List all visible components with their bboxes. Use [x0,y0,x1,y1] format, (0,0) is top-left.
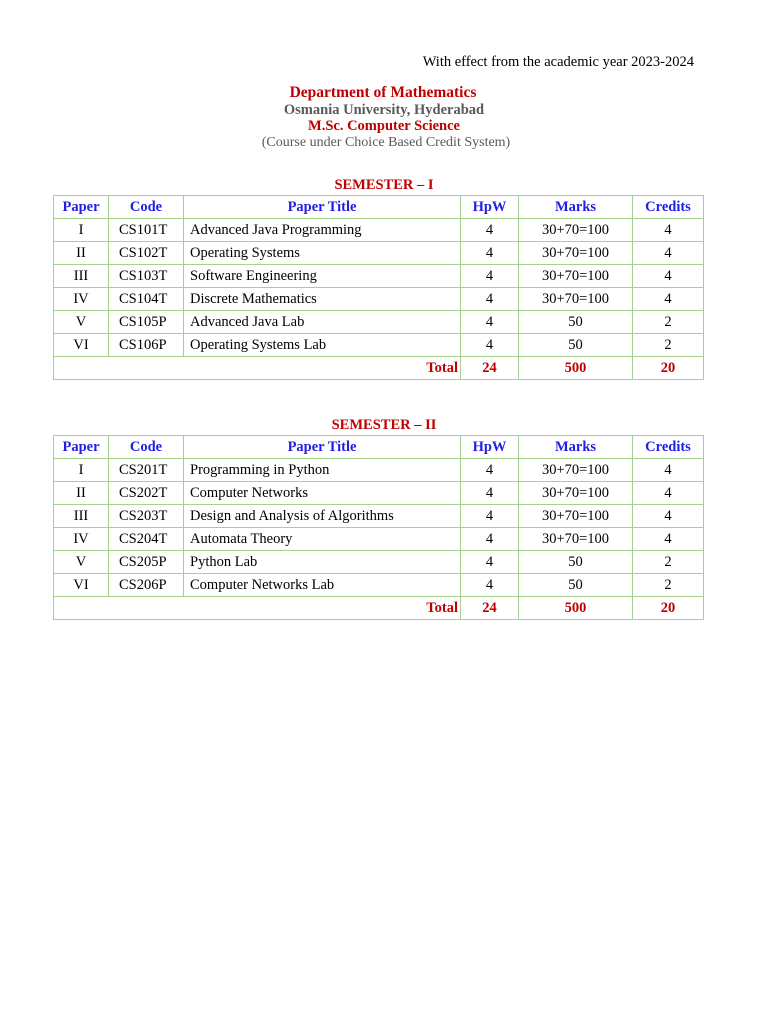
cell-marks: 30+70=100 [519,288,633,311]
table-header-row [54,196,704,219]
cell-credits: 4 [633,219,704,242]
table-row [54,265,704,288]
cell-hpw: 4 [461,242,519,265]
cell-paper: IV [54,288,109,311]
header-hpw: HpW [461,196,519,219]
cell-marks: 30+70=100 [519,242,633,265]
table-header-row [54,436,704,459]
cell-marks: 50 [519,334,633,357]
cell-paper: III [54,265,109,288]
cell-paper: II [54,242,109,265]
cell-code: CS204T [109,528,184,551]
table-row [54,219,704,242]
cell-credits: 4 [633,265,704,288]
header-paper: Paper [54,196,109,219]
cell-credits: 4 [633,505,704,528]
cell-credits: 4 [633,482,704,505]
cell-title: Computer Networks [184,482,461,505]
header-code: Code [109,436,184,459]
cell-title: Operating Systems Lab [184,334,461,357]
header-paper-title: Paper Title [184,196,461,219]
cell-code: CS203T [109,505,184,528]
program-name: M.Sc. Computer Science [308,118,460,134]
cell-credits: 2 [633,334,704,357]
cell-title: Discrete Mathematics [184,288,461,311]
cell-paper: V [54,311,109,334]
cell-credits: 2 [633,311,704,334]
cell-marks: 30+70=100 [519,265,633,288]
cell-credits: 2 [633,551,704,574]
semester-title: SEMESTER – I [334,177,434,193]
cell-title: Python Lab [184,551,461,574]
department-name: Department of Mathematics [289,84,477,101]
total-hpw: 24 [461,597,519,620]
cell-marks: 30+70=100 [519,505,633,528]
table-row [54,551,704,574]
cell-marks: 30+70=100 [519,219,633,242]
cell-title: Programming in Python [184,459,461,482]
header-credits: Credits [633,196,704,219]
table-row [54,334,704,357]
total-credits: 20 [633,597,704,620]
total-label: Total [54,597,461,620]
cell-title: Computer Networks Lab [184,574,461,597]
cell-code: CS101T [109,219,184,242]
table-row [54,528,704,551]
cell-credits: 4 [633,528,704,551]
total-label: Total [54,357,461,380]
table-row [54,482,704,505]
cell-credits: 2 [633,574,704,597]
cell-paper: VI [54,334,109,357]
cell-code: CS202T [109,482,184,505]
cell-hpw: 4 [461,574,519,597]
semester-1-table [53,195,704,380]
table-row [54,242,704,265]
cell-hpw: 4 [461,288,519,311]
document-header [0,84,768,150]
cell-title: Software Engineering [184,265,461,288]
cell-marks: 50 [519,311,633,334]
header-hpw: HpW [461,436,519,459]
total-row [54,357,704,380]
cell-hpw: 4 [461,551,519,574]
university-name: Osmania University, Hyderabad [283,102,485,118]
cell-hpw: 4 [461,334,519,357]
cell-paper: I [54,459,109,482]
cell-code: CS106P [109,334,184,357]
cell-credits: 4 [633,242,704,265]
cell-hpw: 4 [461,311,519,334]
header-marks: Marks [519,196,633,219]
semester-title: SEMESTER – II [331,417,437,433]
semester-2-table [53,435,704,620]
cell-paper: III [54,505,109,528]
cell-hpw: 4 [461,505,519,528]
total-marks: 500 [519,597,633,620]
cell-title: Automata Theory [184,528,461,551]
header-credits: Credits [633,436,704,459]
table-row [54,505,704,528]
cell-code: CS105P [109,311,184,334]
cell-hpw: 4 [461,459,519,482]
cell-code: CS102T [109,242,184,265]
cell-hpw: 4 [461,265,519,288]
total-credits: 20 [633,357,704,380]
cell-hpw: 4 [461,528,519,551]
cell-paper: V [54,551,109,574]
cell-credits: 4 [633,288,704,311]
header-marks: Marks [519,436,633,459]
header-paper-title: Paper Title [184,436,461,459]
header-code: Code [109,196,184,219]
cell-title: Design and Analysis of Algorithms [184,505,461,528]
cell-marks: 50 [519,551,633,574]
cell-paper: I [54,219,109,242]
effective-year-note: With effect from the academic year 2023-2024 [422,54,694,70]
cell-hpw: 4 [461,482,519,505]
cell-paper: IV [54,528,109,551]
cell-code: CS201T [109,459,184,482]
table-row [54,288,704,311]
cell-code: CS104T [109,288,184,311]
cell-code: CS103T [109,265,184,288]
total-row [54,597,704,620]
total-hpw: 24 [461,357,519,380]
total-marks: 500 [519,357,633,380]
cell-marks: 30+70=100 [519,528,633,551]
cell-paper: VI [54,574,109,597]
header-paper: Paper [54,436,109,459]
table-row [54,459,704,482]
cell-hpw: 4 [461,219,519,242]
table-row [54,311,704,334]
cell-marks: 30+70=100 [519,482,633,505]
cell-marks: 50 [519,574,633,597]
table-row [54,574,704,597]
cell-code: CS206P [109,574,184,597]
cell-marks: 30+70=100 [519,459,633,482]
cell-title: Operating Systems [184,242,461,265]
credit-system-note: (Course under Choice Based Credit System) [261,135,511,150]
cell-credits: 4 [633,459,704,482]
cell-title: Advanced Java Programming [184,219,461,242]
cell-code: CS205P [109,551,184,574]
cell-paper: II [54,482,109,505]
cell-title: Advanced Java Lab [184,311,461,334]
